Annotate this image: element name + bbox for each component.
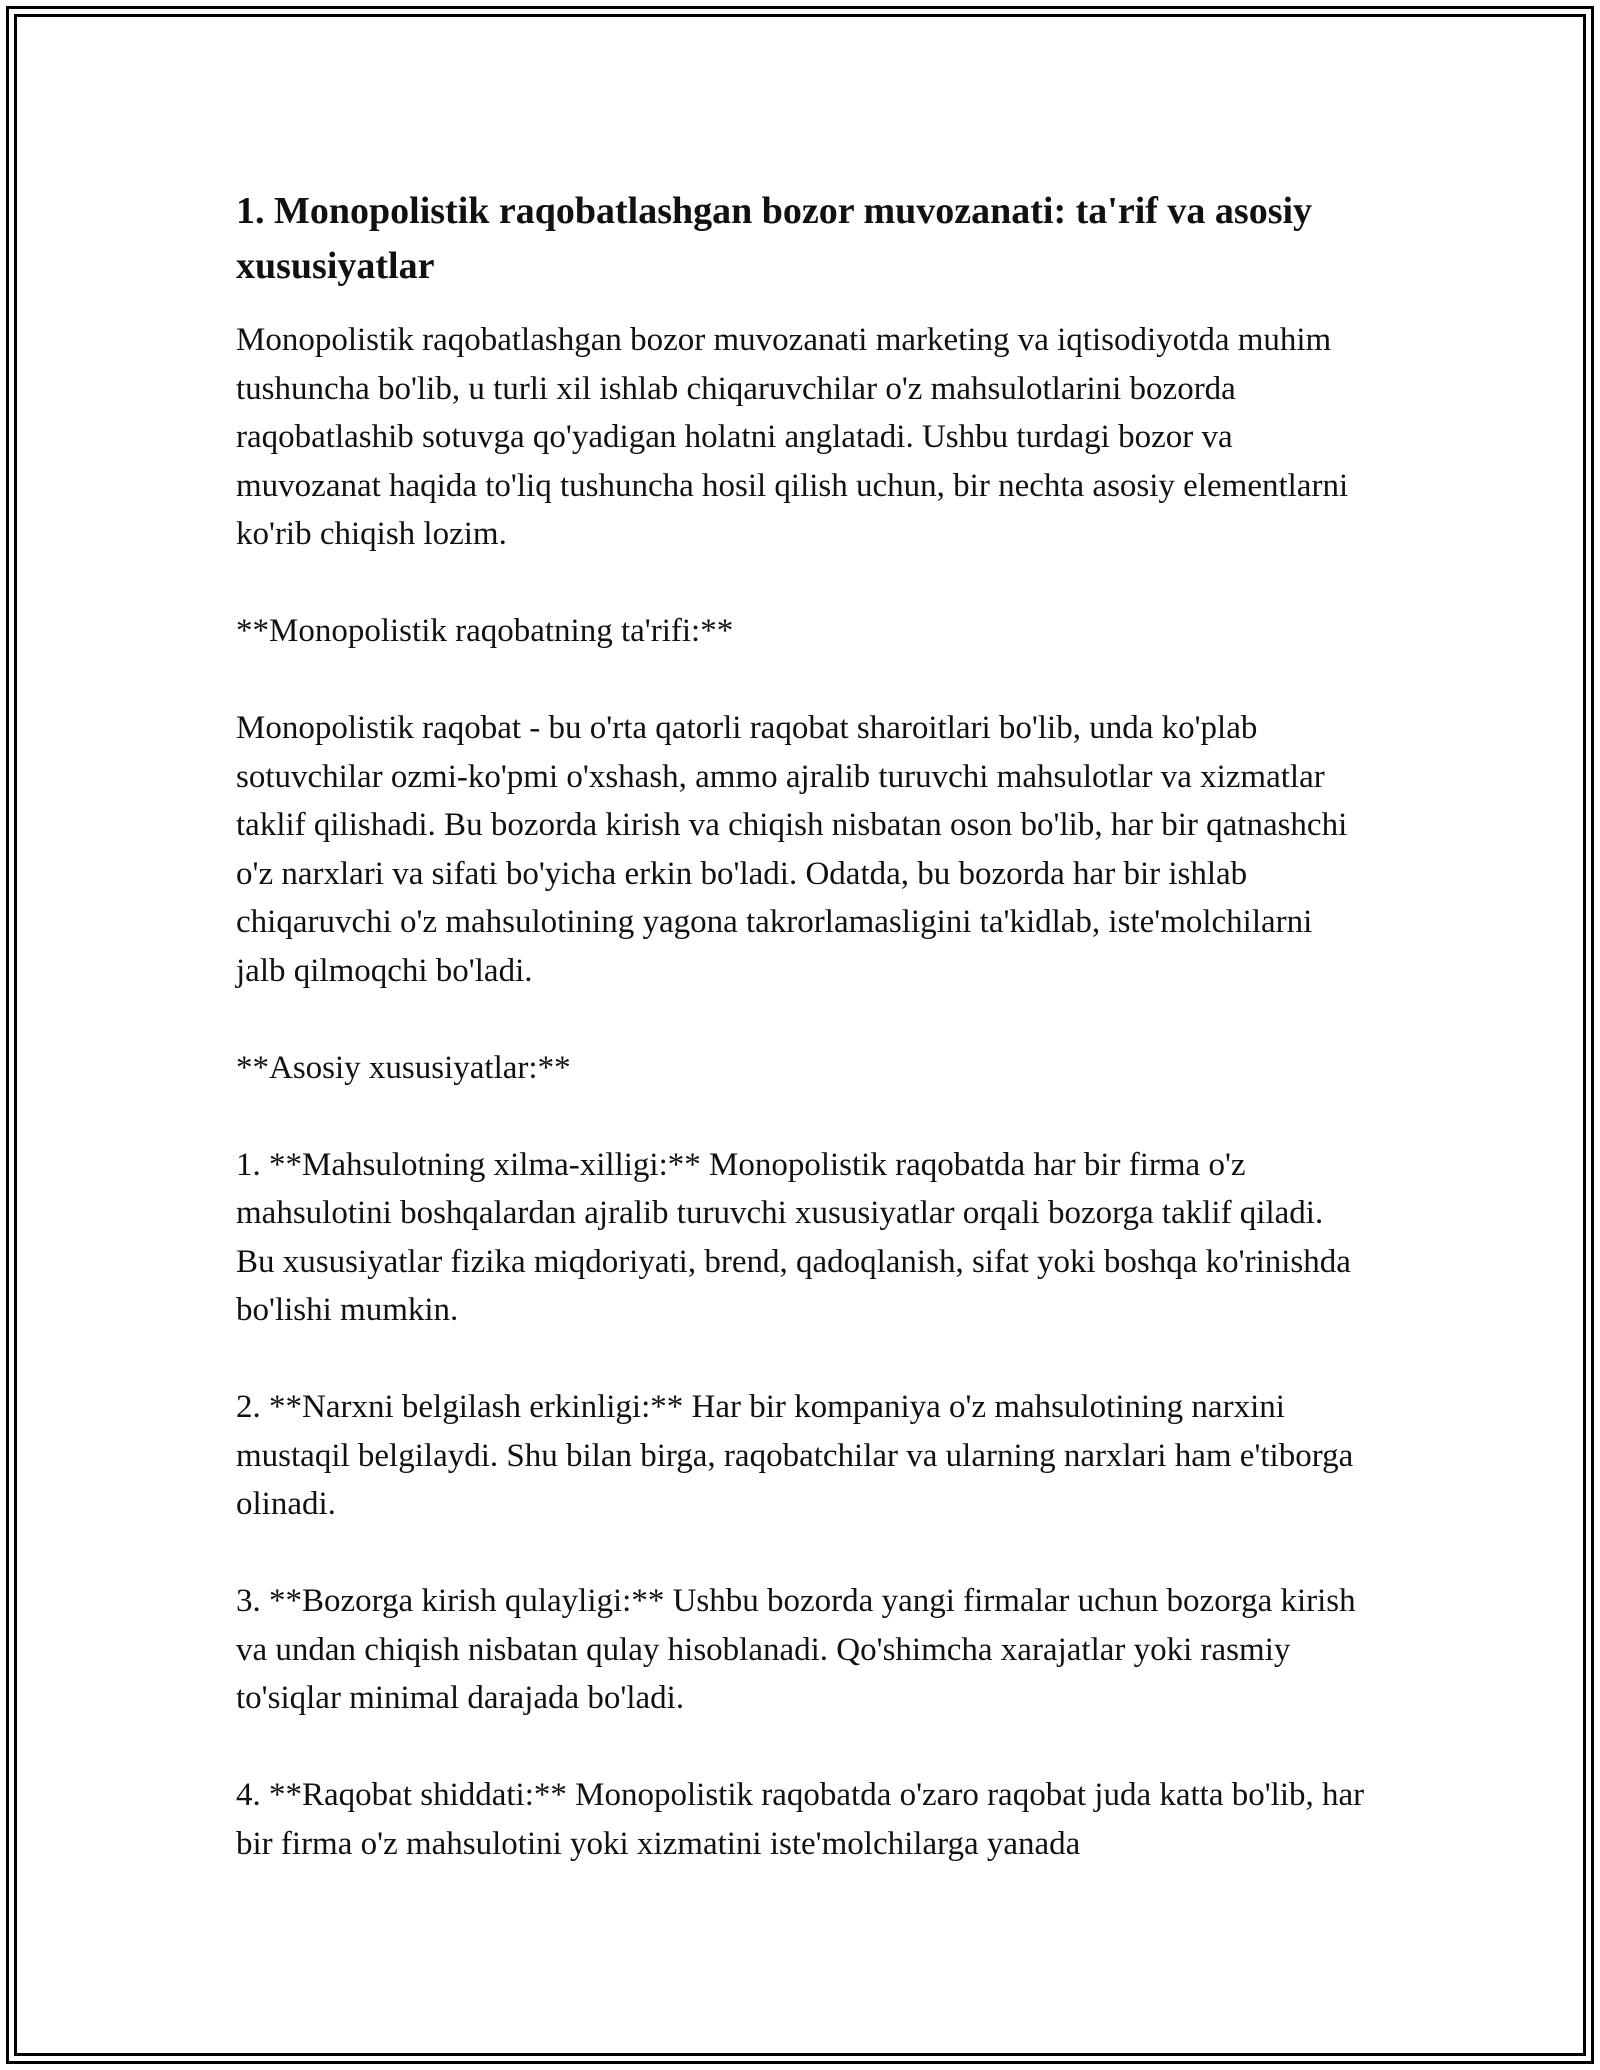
feature-item-market-entry: 3. **Bozorga kirish qulayligi:** Ushbu bozorda yangi firmalar uchun bozorga kirish va undan chiqish nisbatan qulay hisoblanadi. Qo'shimcha xarajatlar yoki rasmiy to'siqlar minimal darajada bo'ladi. [236, 1583, 1356, 1716]
feature-item-competition-intensity: 4. **Raqobat shiddati:** Monopolistik raqobatda o'zaro raqobat juda katta bo'lib, har bir firma o'z mahsulotini yoki xizmatini iste'molchilarga yanada [236, 1777, 1365, 1862]
feature-item-product-variety: 1. **Mahsulotning xilma-xilligi:** Monopolistik raqobatda har bir firma o'z mahsulotini boshqalardan ajralib turuvchi xususiyatlar orqali bozorga taklif qiladi. Bu xususiyatlar fizika miqdoriyati, brend, qadoqlanish, sifat yoki boshqa ko'rinishda bo'lishi mumkin. [236, 1146, 1351, 1328]
definition-heading: **Monopolistik raqobatning ta'rifi:** [236, 613, 734, 649]
definition-paragraph: Monopolistik raqobat - bu o'rta qatorli raqobat sharoitlari bo'lib, unda ko'plab sotuvchilar ozmi-ko'pmi o'xshash, ammo ajralib turuvchi mahsulotlar va xizmatlar taklif qilishadi. Bu bozorda kirish va chiqish nisbatan oson bo'lib, har bir qatnashchi o'z narxlari va sifati bo'yicha erkin bo'ladi. Odatda, bu bozorda har bir ishlab chiqaruvchi o'z mahsulotining yagona takrorlamasligini ta'kidlab, iste'molchilarni jalb qilmoqchi bo'ladi. [236, 710, 1348, 989]
section-title: 1. Monopolistik raqobatlashgan bozor muvozanati: ta'rif va asosiy xususiyatlar [236, 190, 1313, 287]
feature-item-pricing-freedom: 2. **Narxni belgilash erkinligi:** Har bir kompaniya o'z mahsulotining narxini mustaqil belgilaydi. Shu bilan birga, raqobatchilar va ularning narxlari ham e'tiborga olinadi. [236, 1389, 1354, 1522]
document-body [236, 184, 1366, 1917]
features-heading: **Asosiy xususiyatlar:** [236, 1049, 571, 1086]
intro-paragraph: Monopolistik raqobatlashgan bozor muvozanati marketing va iqtisodiyotda muhim tushuncha bo'lib, u turli xil ishlab chiqaruvchilar o'z mahsulotlarini bozorda raqobatlashib sotuvga qo'yadigan holatni anglatadi. Ushbu turdagi bozor va muvozanat haqida to'liq tushuncha hosil qilish uchun, bir nechta asosiy elementlarni ko'rib chiqish lozim. [236, 322, 1349, 552]
